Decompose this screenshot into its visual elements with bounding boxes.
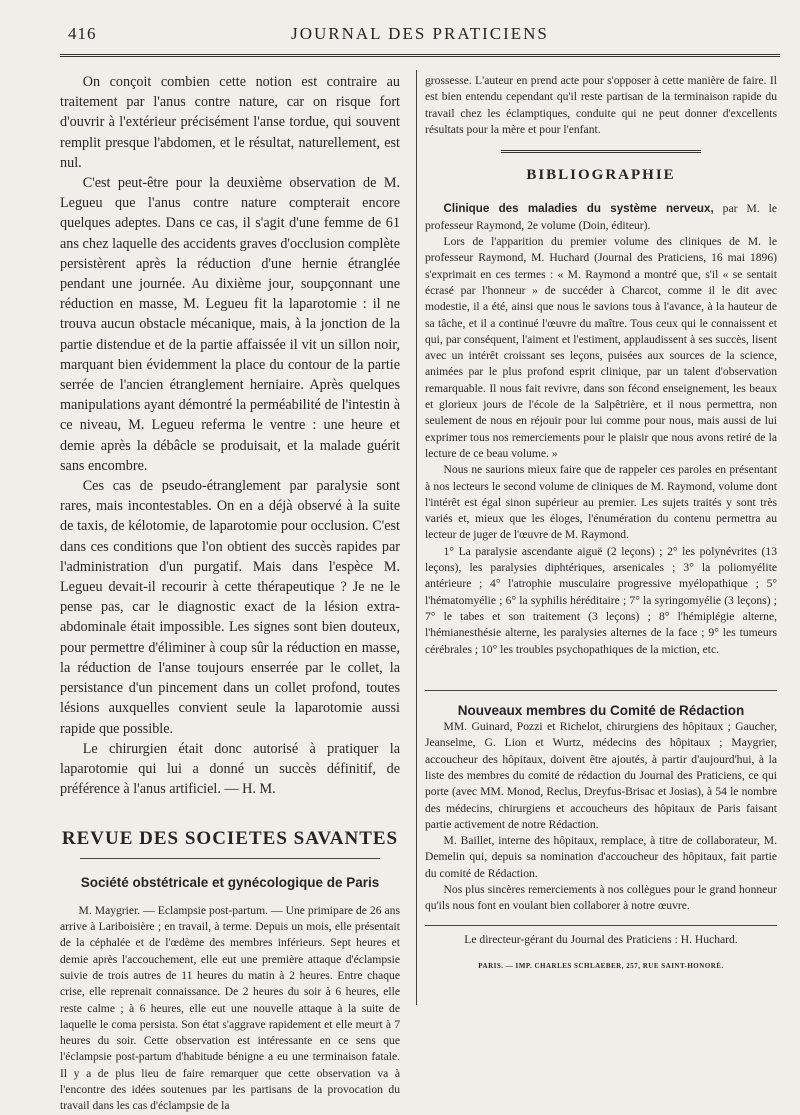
- paragraph: M. Maygrier. — Eclampsie post-partum. — Une primipare de 26 ans arrive à Lariboisière ; en travail, à terme. Depuis un mois, elle présentait de la céphalée et de l'œdème des membres inférieurs. Sept heures et demie après l'accouchement, elle eut une première attaque d'éclampsie suivie de trois autres de 11 heures du matin à 2 heures. Entre chaque crise, elle reprenait connaissance. De 2 heures du soir à 6 heures, elle reste calme ; à 6 heures, elle eut une nouvelle attaque à la suite de laquelle le coma persista. Son état s'aggrave rapidement et elle meurt à 7 heures du soir. Cette observation est intéressante en ce sens que l'éclampsie post-partum d'habitude bénigne a eu une terminaison fatale. Il y a de plus lieu de faire remarquer que cette observation va à l'encontre des idées soutenues par les partisans de la provocation du travail dans les cas d'éclampsie de la: [60, 903, 400, 1113]
- paragraph: On conçoit combien cette notion est contraire au traitement par l'anus contre nature, car on risque fort d'ouvrir à l'extérieur précisément l'anse tordue, qui souvent remplit presque l'abdomen, et le résultat, naturellement, est nul.: [60, 74, 400, 171]
- book-title: Clinique des maladies du système nerveux,: [443, 202, 714, 216]
- paragraph: Le chirurgien était donc autorisé à pratiquer la laparotomie qui lui a donné un succès définitif, de préférence à l'anus artificiel. — H. M.: [60, 740, 400, 798]
- section-title: REVUE DES SOCIETES SAVANTES: [61, 828, 399, 850]
- paragraph: Lors de l'apparition du premier volume des cliniques de M. le professeur Raymond, M. Huchard (Journal des Praticiens, 16 mai 1896) s'exprimait en ces termes : « M. Raymond a montré que, s'il « se sentait écrasé par l'honneur » de succéder à Charcot, comme il le dit avec modestie, il a été, ainsi que nous le savions tous à l'avance, à la hauteur de sa tâche, et il a continué l'œuvre du maître. Tous ceux qui le connaissent et qui, par conséquent, l'aiment et l'estiment, applaudissent à ses succès, lisent avec un intérêt croissant ses leçons, puisées aux sources de la science, animées par le plus profond esprit clinique, par un talent d'observation remarquable. Il nous fait revivre, dans son fécond enseignement, les beaux et glorieux jours de l'école de la Salpêtrière, et il nous permettra, non seulement de nous en réjouir pour lui comme pour nous, mais aussi de lui exprimer tous nos remerciements pour le plaisir que nous avons retiré de la lecture de ce beau volume. »: [425, 235, 777, 460]
- footer-rule: [425, 925, 777, 926]
- paragraph: Ces cas de pseudo-étranglement par paralysie sont rares, mais incontestables. On en a déjà observé à la suite de taxis, de kélotomie, de laparotomie pour occlusion. C'est dans ces conditions que l'on obtient des succès rapides par l'administration d'un purgatif. Mais dans l'espèce M. Legueu devait-il recourir à cette thérapeutique ? Je ne le pense pas, car le diagnostic exact de la lésion extra-abdominale était impossible. Les signes sont bien douteux, pour permettre d'éliminer à coup sûr la réduction en masse, la réduction de l'anse toujours enserrée par le collet, la persistance d'un pincement dans un collet profond, toutes lésions auxquelles convient seule la laparotomie aussi rapide que possible.: [60, 478, 400, 737]
- page-number: 416: [68, 24, 97, 43]
- column-divider: [416, 70, 417, 1005]
- section-rule: [80, 858, 380, 859]
- paragraph: grossesse. L'auteur en prend acte pour s'opposer à cette manière de faire. Il est bien entendu cependant qu'il reste partisan de la terminaison rapide du travail chez les éclamptiques, conduite qui ne peut donner d'excellents résultats pour la mère et pour l'enfant.: [425, 74, 777, 136]
- paragraph: Nous ne saurions mieux faire que de rappeler ces paroles en présentant à nos lecteurs le second volume de cliniques de M. Raymond, volume dont l'intérêt est égal sinon supérieur au premier. Les sujets traités y sont très variés et, mieux que les éloges, l'énumération du contenu permettra au lecteur de juger de l'œuvre de M. Raymond.: [425, 463, 777, 542]
- society-title: Société obstétricale et gynécologique de Paris: [80, 874, 380, 890]
- paragraph: C'est peut-être pour la deuxième observation de M. Legueu que l'anus contre nature compterait encore quelques adeptes. Dans ce cas, il s'agit d'une femme de 61 ans chez laquelle des accidents graves d'occlusion complète persistèrent après la réduction d'une hernie étranglée pendant une journée. Au dixième jour, soupçonnant une réduction en masse, M. Legueu fit la laparotomie : il ne trouva aucun obstacle mécanique, mais, à la jonction de la partie distendue et de la partie affaissée il vit un sillon noir, marquant bien évidemment la place du contour de la partie serrée de l'ancien étranglement herniaire. Après quelques manipulations ayant démontré la perméabilité de l'intestin à ce niveau, M. Legueu referma le ventre : une heure et demie après la débâcle se produisait, et la malade guérit sans encombre.: [60, 175, 400, 474]
- printer-line: PARIS. — IMP. CHARLES SCHLAEBER, 257, RUE SAINT-HONORÉ.: [478, 961, 724, 970]
- book-info: par M. le professeur Raymond, 2e volume (Doin, éditeur).: [425, 202, 777, 232]
- bibliography-rule: [501, 150, 701, 153]
- bibliography-title: BIBLIOGRAPHIE: [526, 167, 676, 184]
- header-rule: [60, 54, 780, 57]
- paragraph: 1° La paralysie ascendante aiguë (2 leçons) ; 2° les polynévrites (13 leçons), les paralysies diphtériques, arsenicales ; 3° la poliomyélite antérieure ; 4° l'atrophie musculaire progressive myélopathique ; 5° l'hématomyélie ; 6° la syphilis héréditaire ; 7° la syringomyélie (3 leçons) ; 7° le tabes et son traitement (3 leçons) ; 8° l'hémiplégie alterne, l'hémianesthésie alterne, les paralysies alternes de la face ; 9° les tumeurs cérébrales ; 10° les troubles psychopathiques de la miction, etc.: [425, 544, 777, 656]
- director-line: Le directeur-gérant du Journal des Praticiens : H. Huchard.: [464, 932, 738, 946]
- right-column: [425, 73, 777, 974]
- paragraph: Nos plus sincères remerciements à nos collègues pour le grand honneur qu'ils nous font en voulant bien collaborer à notre œuvre.: [425, 883, 777, 913]
- society-report: [60, 903, 400, 1115]
- page-header: [60, 24, 780, 52]
- members-title: Nouveaux membres du Comité de Rédaction: [457, 702, 745, 718]
- book-reference: [425, 201, 777, 234]
- left-column: [60, 72, 400, 1115]
- members-block: [425, 690, 777, 915]
- paragraph: MM. Guinard, Pozzi et Richelot, chirurgiens des hôpitaux ; Gaucher, Jeanselme, G. Lion et Wurtz, médecins des hôpitaux ; Maygrier, accoucheur des hôpitaux, doivent être ajoutés, à partir d'aujourd'hui, à la liste des membres du comité de rédaction du Journal des Praticiens, ce qui porte (avec MM. Monod, Reclus, Dreyfus-Brisac et Josias), à 54 le nombre des médecins, chirurgiens et accoucheurs des hôpitaux de Paris faisant partie activement de notre Rédaction.: [425, 720, 777, 831]
- journal-title: JOURNAL DES PRATICIENS: [291, 24, 549, 43]
- paragraph: M. Baillet, interne des hôpitaux, remplace, à titre de collaborateur, M. Demelin qui, depuis sa nomination d'accoucheur des hôpitaux, fait partie du comité de Rédaction.: [425, 834, 777, 880]
